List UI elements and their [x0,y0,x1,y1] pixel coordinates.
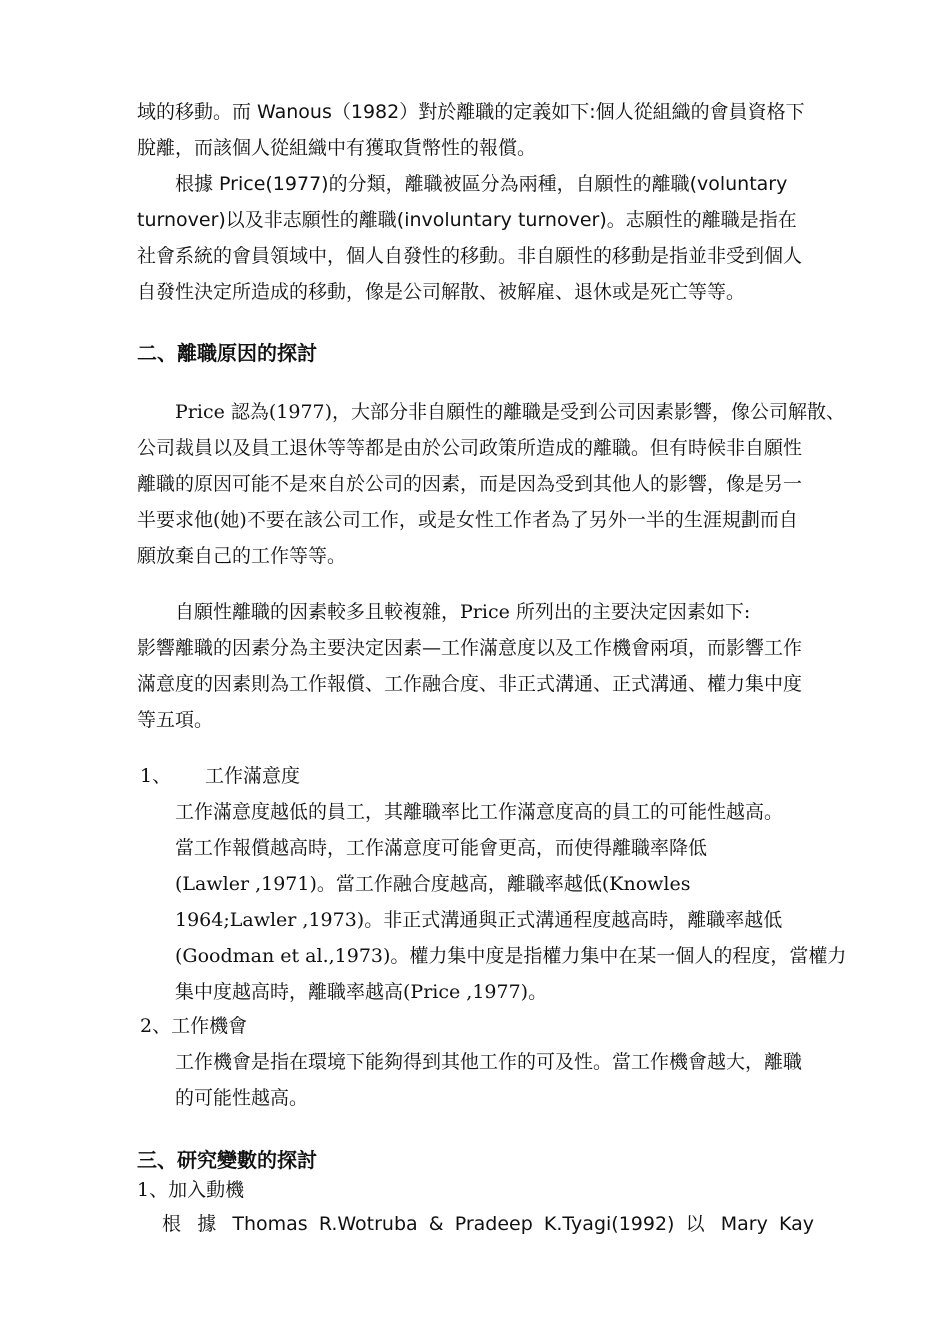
text-line: 根 據 Thomas R.Wotruba & Pradeep K.Tyagi(1992) 以 Mary Kay [162,1213,814,1235]
list-number: 1、 [140,765,172,787]
text-line: 工作機會是指在環境下能夠得到其他工作的可及性。當工作機會越大，離職 [175,1051,803,1073]
text-line: turnover)以及非志願性的離職(involuntary turnover)。志願性的離職是指在 [137,209,797,231]
sub-heading: 1、加入動機 [137,1179,245,1201]
text-line: 當工作報償越高時，工作滿意度可能會更高，而使得離職率降低 [175,837,708,859]
text-line: 1964;Lawler ,1973)。非正式溝通與正式溝通程度越高時，離職率越低 [175,909,783,931]
text-line: 等五項。 [137,709,214,731]
text-line: 半要求他(她)不要在該公司工作，或是女性工作者為了另外一半的生涯規劃而自 [137,509,798,531]
section-heading: 三、研究變數的探討 [137,1148,317,1172]
text-line: 根據 Price(1977)的分類，離職被區分為兩種，自願性的離職(voluntary [175,173,788,195]
text-line: 公司裁員以及員工退休等等都是由於公司政策所造成的離職。但有時候非自願性 [137,437,803,459]
list-title: 2、工作機會 [140,1015,248,1037]
text-line: Price 認為(1977)，大部分非自願性的離職是受到公司因素影響，像公司解散、 [175,401,846,423]
text-line: 工作滿意度越低的員工，其離職率比工作滿意度高的員工的可能性越高。 [175,801,784,823]
text-line: 集中度越高時，離職率越高(Price ,1977)。 [175,981,548,1003]
text-line: 離職的原因可能不是來自於公司的因素，而是因為受到其他人的影響，像是另一 [137,473,803,495]
text-line: 脫離，而該個人從組織中有獲取貨幣性的報償。 [137,137,537,159]
text-line: (Goodman et al.,1973)。權力集中度是指權力集中在某一個人的程度，當權力 [175,945,847,967]
text-line: 滿意度的因素則為工作報償、工作融合度、非正式溝通、正式溝通、權力集中度 [137,673,803,695]
text-line: 自願性離職的因素較多且較複雜，Price 所列出的主要決定因素如下: [175,601,751,623]
text-line: 社會系統的會員領域中，個人自發性的移動。非自願性的移動是指並非受到個人 [137,245,803,267]
text-line: 願放棄自己的工作等等。 [137,545,347,567]
section-heading: 二、離職原因的探討 [137,341,317,365]
text-line: (Lawler ,1971)。當工作融合度越高，離職率越低(Knowles [175,873,691,895]
text-line: 域的移動。而 Wanous（1982）對於離職的定義如下:個人從組織的會員資格下 [137,101,805,123]
text-line: 的可能性越高。 [175,1087,309,1109]
text-line: 影響離職的因素分為主要決定因素—工作滿意度以及工作機會兩項，而影響工作 [137,637,803,659]
text-line: 自發性決定所造成的移動，像是公司解散、被解雇、退休或是死亡等等。 [137,281,746,303]
list-title: 工作滿意度 [205,765,301,787]
